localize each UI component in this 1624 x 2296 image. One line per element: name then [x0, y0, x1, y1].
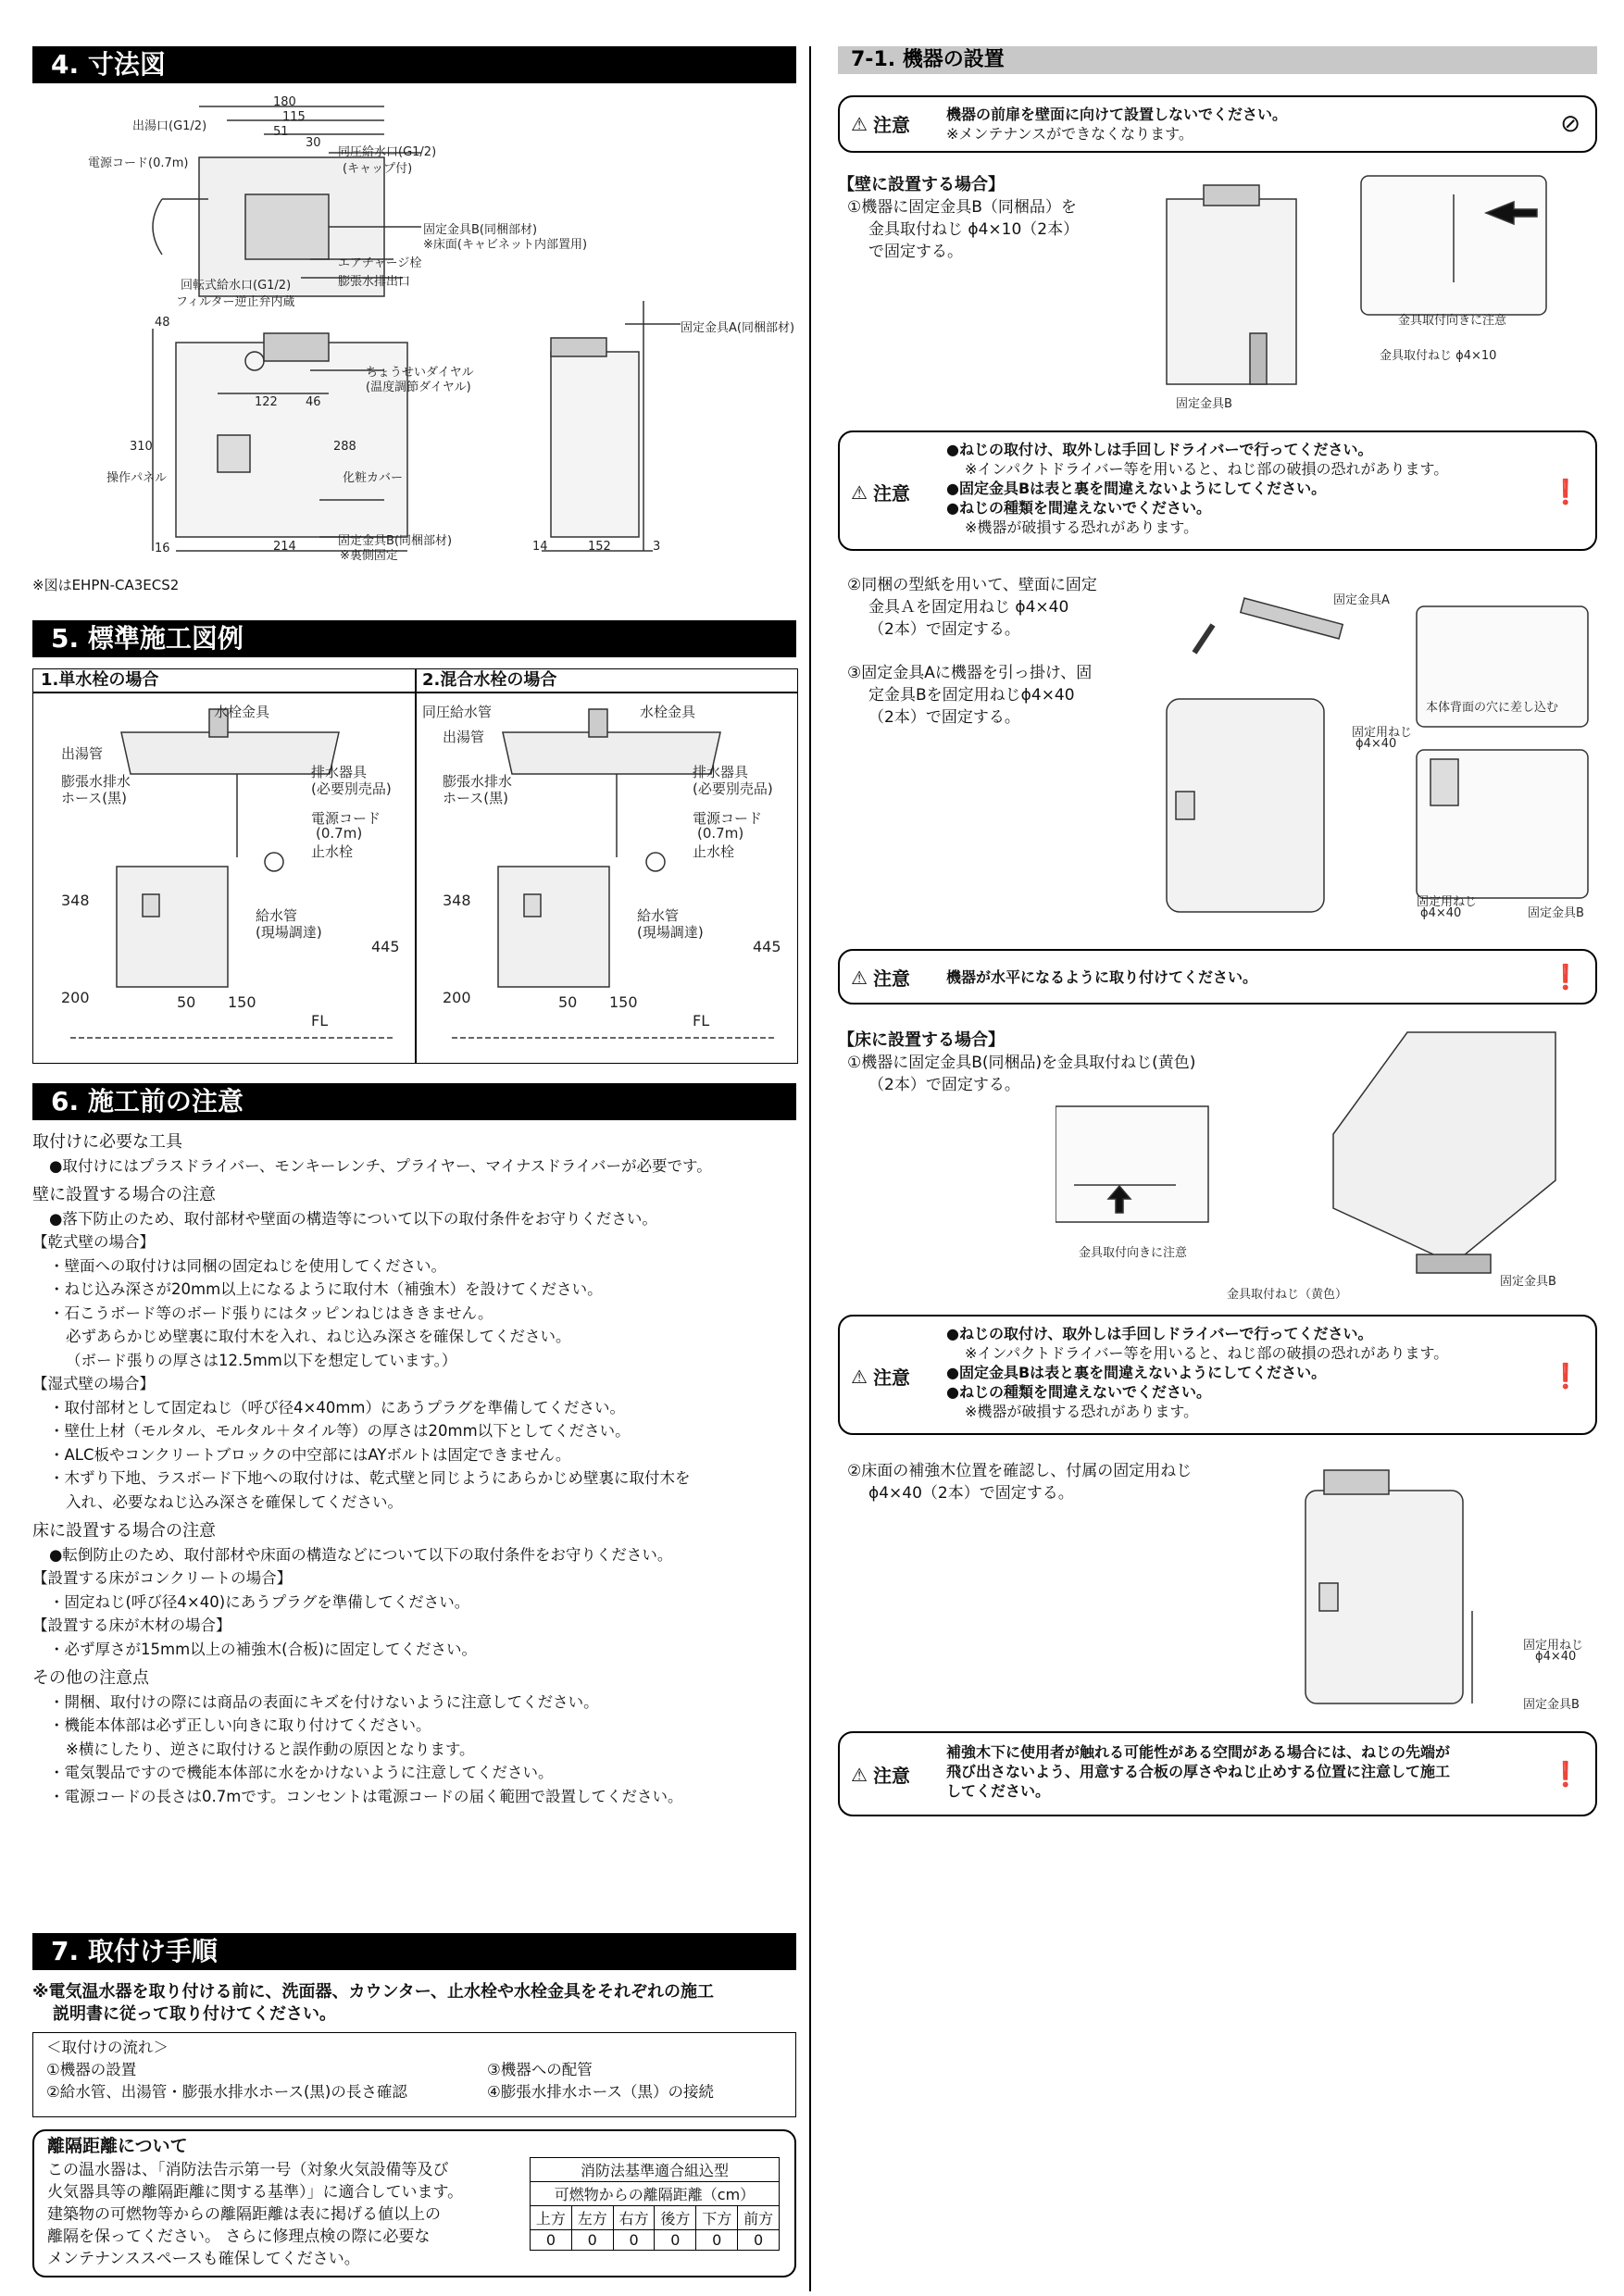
floor-step2-line: ②床面の補強木位置を確認し、付属の固定用ねじ: [847, 1462, 1193, 1480]
precaution-item: ・電源コードの長さは0.7mです。コンセントは電源コードの届く範囲で設置してください。: [49, 1787, 683, 1805]
precaution-item: ・壁面への取付けは同梱の固定ねじを使用してください。: [49, 1256, 446, 1275]
wall-step2-line: （2本）で固定する。: [868, 620, 1020, 639]
dim: 200: [61, 989, 90, 1006]
label: 水栓金具: [214, 704, 270, 720]
caution-label: ⚠ 注意: [851, 966, 910, 990]
dim: 445: [371, 938, 400, 955]
fig-label: 固定金具A: [1333, 593, 1390, 607]
dim: 14: [532, 540, 548, 554]
label-bracket-b2: 固定金具B(同梱部材): [338, 534, 453, 548]
precaution-item: ・必ず厚さが15mm以上の補強木(合板)に固定してください。: [49, 1640, 478, 1658]
caution-label: ⚠ 注意: [851, 1365, 910, 1389]
dim: 46: [306, 395, 321, 409]
subsection-heading: 取付けに必要な工具: [32, 1132, 182, 1152]
label-bracket-b: 固定金具B(同梱部材): [423, 223, 538, 237]
fig-label: 金具取付向きに注意: [1398, 314, 1507, 328]
figure-wall-hang: [1157, 579, 1593, 930]
fig-label: 金具取付ねじ（黄色）: [1227, 1288, 1348, 1302]
dim: 3: [653, 540, 661, 554]
dim: 150: [609, 993, 638, 1011]
precaution-item: 入れ、必要なねじ込み深さを確保してください。: [66, 1492, 403, 1511]
caution-text: 補強木下に使用者が触れる可能性がある空間がある場合には、ねじの先端が: [946, 1743, 1451, 1761]
table-cell: 0: [531, 2230, 572, 2251]
separation-distance-box: [32, 2129, 796, 2277]
label: 膨張水排水: [61, 773, 131, 790]
section-4-header: 4. 寸法図: [32, 46, 796, 83]
section-6-header: 6. 施工前の注意: [32, 1083, 796, 1120]
dimension-drawing: [88, 88, 810, 563]
table-header: 下方: [696, 2206, 738, 2230]
mandatory-icon: ❗: [1550, 1363, 1580, 1391]
table-cell: 0: [613, 2230, 655, 2251]
caution-text: 機器が水平になるように取り付けてください。: [946, 968, 1258, 986]
dim: 180: [273, 95, 296, 109]
figure-note: ※図はEHPN-CA3ECS2: [32, 577, 180, 593]
caution-text: してください。: [946, 1782, 1051, 1800]
precaution-item: ・ALC板やコンクリートブロックの中空部にはAYボルトは固定できません。: [49, 1445, 571, 1464]
precaution-item: ・ねじ込み深さが20mm以上になるように取付木（補強木）を設けてください。: [49, 1280, 603, 1298]
fig-label: 固定金具B: [1176, 397, 1232, 411]
label: (必要別売品): [693, 780, 773, 797]
install-flow-box: [32, 2032, 796, 2117]
condition-heading: 【湿式壁の場合】: [32, 1375, 155, 1392]
dim: 48: [155, 316, 170, 330]
label-expansion: 膨張水排出口: [338, 275, 411, 289]
label: (現場調達): [637, 924, 704, 941]
table-cell: 0: [571, 2230, 613, 2251]
table-header: 後方: [655, 2206, 696, 2230]
mandatory-icon: ❗: [1550, 1761, 1580, 1789]
mandatory-icon: ❗: [1550, 964, 1580, 992]
section-5-header: 5. 標準施工図例: [32, 620, 796, 657]
wall-step3-line: （2本）で固定する。: [868, 708, 1020, 727]
wall-step2-line: 金具Ａを固定用ねじ ϕ4×40: [868, 598, 1069, 617]
label-panel: 操作パネル: [106, 471, 168, 485]
fig-label: ϕ4×40: [1355, 737, 1397, 751]
dim: 115: [282, 110, 306, 124]
table-header: 右方: [613, 2206, 655, 2230]
warning-triangle-icon: ⚠: [851, 480, 868, 504]
wall-step3-line: 定金具Bを固定用ねじϕ4×40: [868, 686, 1075, 705]
label-cover: 化粧カバー: [343, 471, 404, 485]
dim: 348: [61, 892, 90, 909]
caution-text: ※機器が破損する恐れがあります。: [965, 1403, 1199, 1420]
dim: FL: [693, 1012, 710, 1029]
mandatory-icon: ❗: [1550, 479, 1580, 506]
label-dial: ちょうせいダイヤル: [366, 366, 474, 380]
label-inlet: 回転式給水口(G1/2): [181, 279, 292, 293]
wall-step1-line: 金具取付ねじ ϕ4×10（2本）: [868, 220, 1080, 239]
label: ホース(黒): [443, 790, 508, 806]
label: 同圧給水管: [422, 704, 493, 720]
wall-step1-line: で固定する。: [868, 243, 963, 261]
distance-line: 建築物の可燃物等からの離隔距離は表に掲げる値以上の: [47, 2205, 441, 2224]
floor-step1-line: ①機器に固定金具B(同梱品)を金具取付ねじ(黄色): [847, 1054, 1196, 1072]
caution-text: ※インパクトドライバー等を用いると、ねじ部の破損の恐れがあります。: [965, 460, 1449, 478]
precaution-item: ※横にしたり、逆さに取付けると誤作動の原因となります。: [66, 1740, 475, 1758]
section-7-1-header: 7-1. 機器の設置: [838, 46, 1597, 74]
table-cell: 0: [738, 2230, 780, 2251]
caution-label: ⚠ 注意: [851, 480, 910, 505]
subsection-heading: その他の注意点: [32, 1668, 149, 1688]
fig-label: 固定金具B: [1528, 906, 1584, 920]
precaution-item: ・固定ねじ(呼び径4×40)にあうプラグを準備してください。: [49, 1592, 470, 1611]
table-cell: 0: [655, 2230, 696, 2251]
subsection-heading: 壁に設置する場合の注意: [32, 1185, 216, 1204]
label: 止水栓: [311, 843, 354, 860]
label-bracket-b2-note: ※裏側固定: [340, 549, 398, 563]
figure-floor-bracket-b: [1056, 1023, 1593, 1301]
flow-step: ①機器の設置: [46, 2061, 137, 2078]
label-dial-sub: (温度調節ダイヤル): [366, 381, 471, 394]
distance-table: [530, 2157, 780, 2251]
fig-label: 固定用ねじ: [1352, 726, 1413, 740]
label-bracket-a: 固定金具A(同梱部材): [681, 321, 795, 335]
wall-install-title: 【壁に設置する場合】: [838, 175, 1005, 194]
label-return-port: 同圧給水口(G1/2): [338, 145, 437, 159]
dim: 288: [333, 440, 356, 454]
caution-text: ●ねじの取付け、取外しは手回しドライバーで行ってください。: [946, 1325, 1373, 1342]
label: (現場調達): [256, 924, 322, 941]
caution-text: ※メンテナンスができなくなります。: [946, 125, 1193, 143]
dim: 200: [443, 989, 471, 1006]
warning-triangle-icon: ⚠: [851, 1763, 868, 1786]
label-cord: 電源コード(0.7m): [88, 156, 189, 170]
construction-example-panel: [32, 668, 798, 1064]
dim: 310: [130, 440, 153, 454]
dim: 348: [443, 892, 471, 909]
table-cell: 0: [696, 2230, 738, 2251]
section-7-header: 7. 取付け手順: [32, 1933, 796, 1970]
caution-label: ⚠ 注意: [851, 1763, 910, 1787]
fig-label: 金具取付ねじ ϕ4×10: [1380, 349, 1497, 363]
dim: 152: [588, 540, 611, 554]
dim: 30: [306, 136, 321, 150]
table-header: 上方: [531, 2206, 572, 2230]
section-7-intro-2: 説明書に従って取り付けてください。: [53, 2004, 336, 2024]
fig-label: 金具取付向きに注意: [1079, 1246, 1188, 1260]
label-filter: フィルター逆止弁内蔵: [176, 295, 295, 309]
label: 膨張水排水: [443, 773, 513, 790]
flow-step: ②給水管、出湯管・膨張水排水ホース(黒)の長さ確認: [46, 2083, 407, 2101]
fig-label: 固定金具B: [1500, 1275, 1556, 1289]
wall-step3-line: ③固定金具Aに機器を引っ掛け、固: [847, 664, 1093, 682]
warning-triangle-icon: ⚠: [851, 1365, 868, 1388]
fig-label: ϕ4×40: [1420, 906, 1462, 920]
precaution-item: ・開梱、取付けの際には商品の表面にキズを付けないように注意してください。: [49, 1692, 599, 1711]
warning-triangle-icon: ⚠: [851, 966, 868, 989]
dim: 50: [558, 993, 578, 1011]
flow-step: ③機器への配管: [487, 2061, 593, 2078]
flow-step: ④膨張水排水ホース（黒）の接続: [487, 2083, 714, 2101]
caution-box-2: [838, 430, 1597, 551]
label: (0.7m): [697, 825, 744, 842]
caution-text: ●ねじの種類を間違えないでください。: [946, 499, 1211, 517]
precaution-item: 必ずあらかじめ壁裏に取付木を入れ、ねじ込み深さを確保してください。: [66, 1328, 571, 1345]
table-header: 左方: [571, 2206, 613, 2230]
precaution-item: ・壁仕上材（モルタル、モルタル＋タイル等）の厚さは20mm以下としてください。: [49, 1422, 631, 1440]
dim: FL: [311, 1012, 329, 1029]
precaution-item: ●取付けにはプラスドライバー、モンキーレンチ、プライヤー、マイナスドライバーが必要です。: [49, 1156, 712, 1175]
example-single-title: 1.単水栓の場合: [41, 670, 159, 690]
dim: 122: [255, 395, 278, 409]
caution-text: ●固定金具Bは表と裏を間違えないようにしてください。: [946, 1364, 1327, 1381]
caution-text: ●ねじの種類を間違えないでください。: [946, 1383, 1211, 1401]
precaution-item: ・機能本体部は必ず正しい向きに取り付けてください。: [49, 1716, 431, 1734]
wall-step1-line: ①機器に固定金具B（同梱品）を: [847, 198, 1077, 217]
precaution-item: ●落下防止のため、取付部材や壁面の構造等について以下の取付条件をお守りください。: [49, 1209, 657, 1228]
label-outlet: 出湯口(G1/2): [132, 119, 207, 133]
table-title: 消防法基準適合組込型: [531, 2158, 780, 2182]
fig-label: 固定金具B: [1523, 1698, 1580, 1712]
fig-label: 固定用ねじ: [1523, 1639, 1584, 1653]
condition-heading: 【乾式壁の場合】: [32, 1233, 155, 1251]
label-bracket-b-note: ※床面(キャビネット内部置用): [423, 238, 588, 252]
label: 出湯管: [61, 745, 104, 762]
label: 出湯管: [443, 729, 485, 745]
condition-heading: 【設置する床がコンクリートの場合】: [32, 1569, 293, 1587]
label: 排水器具: [311, 764, 368, 780]
subsection-heading: 床に設置する場合の注意: [32, 1521, 216, 1541]
column-divider: [809, 46, 811, 2291]
dim: 150: [228, 993, 256, 1011]
example-mixed-title: 2.混合水栓の場合: [422, 670, 557, 690]
precaution-item: ・電気製品ですので機能本体部に水をかけないように注意してください。: [49, 1764, 554, 1781]
floor-step1-line: （2本）で固定する。: [868, 1076, 1020, 1094]
floor-install-title: 【床に設置する場合】: [838, 1030, 1005, 1050]
precaution-item: ・木ずり下地、ラスボード下地への取付けは、乾式壁と同じようにあらかじめ壁裏に取付木を: [49, 1469, 691, 1487]
caution-text: ●ねじの取付け、取外しは手回しドライバーで行ってください。: [946, 441, 1373, 458]
dim: 51: [273, 125, 289, 139]
label: (必要別売品): [311, 780, 392, 797]
caution-label: ⚠ 注意: [851, 112, 910, 136]
flow-title: ＜取付けの流れ＞: [46, 2039, 169, 2056]
distance-title: 離隔距離について: [47, 2136, 188, 2156]
precaution-item: ・取付部材として固定ねじ（呼び径4×40mm）にあうプラグを準備してください。: [49, 1398, 625, 1416]
floor-step2-line: ϕ4×40（2本）で固定する。: [868, 1484, 1074, 1503]
fig-label: ϕ4×40: [1535, 1650, 1577, 1664]
distance-line: 離隔を保ってください。 さらに修理点検の際に必要な: [47, 2227, 431, 2246]
label: 水栓金具: [640, 704, 696, 720]
caution-box-1: [838, 95, 1597, 153]
caution-box-3: [838, 949, 1597, 1004]
label: 給水管: [256, 907, 298, 924]
section-7-intro-1: ※電気温水器を取り付ける前に、洗面器、カウンター、止水栓や水栓金具をそれぞれの施工: [32, 1982, 715, 2002]
label-return-cap: (キャップ付): [343, 162, 413, 176]
fig-label: 固定用ねじ: [1417, 895, 1478, 909]
fig-label: 本体背面の穴に差し込む: [1426, 701, 1559, 715]
label: 電源コード: [311, 810, 381, 827]
prohibited-icon: ⊘: [1560, 110, 1580, 138]
caution-box-5: [838, 1731, 1597, 1816]
label: 給水管: [637, 907, 680, 924]
distance-line: この温水器は、「消防法告示第一号（対象火気設備等及び: [47, 2161, 449, 2179]
caution-text: ●固定金具Bは表と裏を間違えないようにしてください。: [946, 480, 1327, 497]
caution-text: ※インパクトドライバー等を用いると、ねじ部の破損の恐れがあります。: [965, 1344, 1449, 1362]
label: (0.7m): [316, 825, 363, 842]
caution-text: 飛び出さないよう、用意する合板の厚さやねじ止めする位置に注意して施工: [946, 1763, 1451, 1780]
precaution-item: （ボード張りの厚さは12.5mm以下を想定しています。）: [66, 1351, 457, 1369]
table-subtitle: 可燃物からの離隔距離（cm）: [531, 2182, 780, 2206]
caution-text: ※機器が破損する恐れがあります。: [965, 518, 1199, 536]
figure-wall-bracket-b: [1148, 171, 1555, 412]
precaution-item: ●転倒防止のため、取付部材や床面の構造などについて以下の取付条件をお守りください。: [49, 1545, 673, 1564]
figure-floor-fix: [1287, 1454, 1593, 1722]
precaution-item: ・石こうボード等のボード張りにはタッピンねじはききません。: [49, 1304, 493, 1322]
caution-text: 機器の前扉を壁面に向けて設置しないでください。: [946, 106, 1288, 123]
caution-box-4: [838, 1315, 1597, 1435]
label-air-valve: エアチャージ栓: [338, 256, 422, 270]
condition-heading: 【設置する床が木材の場合】: [32, 1616, 231, 1634]
wall-step2-line: ②同梱の型紙を用いて、壁面に固定: [847, 576, 1097, 594]
label: ホース(黒): [61, 790, 127, 806]
dim: 16: [155, 542, 170, 555]
warning-triangle-icon: ⚠: [851, 112, 868, 135]
label: 排水器具: [693, 764, 749, 780]
dim: 50: [177, 993, 196, 1011]
table-header: 前方: [738, 2206, 780, 2230]
label: 電源コード: [693, 810, 763, 827]
distance-line: 火気器具等の離隔距離に関する基準）」に適合しています。: [47, 2183, 464, 2202]
dim: 445: [753, 938, 781, 955]
distance-line: メンテナンススペースも確保してください。: [47, 2250, 360, 2268]
dim: 214: [273, 540, 296, 554]
label: 止水栓: [693, 843, 735, 860]
